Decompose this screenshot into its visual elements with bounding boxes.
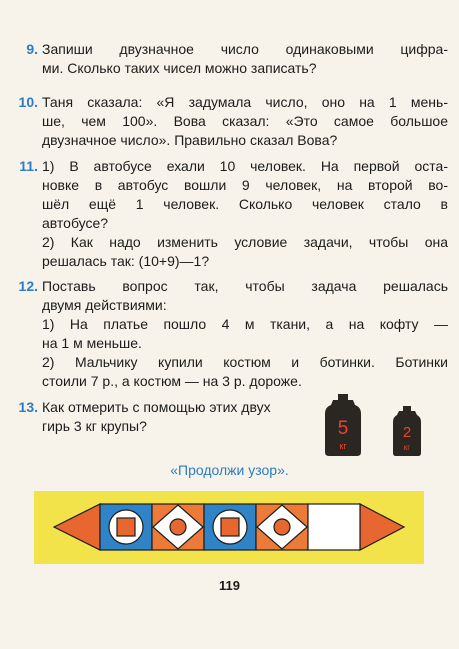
task-line: новке в автобус вошли 9 человек, на второй во- [42, 177, 448, 193]
pattern-strip [34, 491, 424, 564]
task-line: Поставь вопрос так, чтобы задача решалась [42, 278, 448, 294]
task-line: решалась так: (10+9)—1? [42, 253, 210, 269]
task-line: Таня сказала: «Я задумала число, оно на 1 мень- [42, 94, 448, 110]
task-text [42, 40, 448, 78]
task-line: ми. Сколько таких чисел можно записать? [42, 60, 317, 76]
task-line: двузначное число». Правильно сказал Вова? [42, 132, 338, 148]
task-line: на 1 м меньше. [42, 335, 142, 351]
pattern-cell-blue [100, 504, 152, 550]
task-number: 11. [19, 158, 38, 174]
pattern-cell-orange [152, 504, 204, 550]
task-line: 2) Как надо изменить условие задачи, чтобы она [42, 234, 448, 250]
task-number: 13. [18, 399, 38, 415]
task-line: 1) На платье пошло 4 м ткани, а на кофту — [42, 316, 448, 332]
weight-5kg [325, 394, 361, 456]
task-text [42, 277, 448, 391]
task-number: 10. [18, 94, 38, 110]
task-line: 1) В автобусе ехали 10 человек. На первой оста- [42, 158, 448, 174]
task-line: шёл ещё 1 человек. Сколько человек стало в [42, 196, 448, 212]
pattern-cell-empty [308, 504, 360, 550]
task-13 [8, 398, 308, 436]
task-text [42, 398, 308, 436]
task-text [42, 93, 448, 150]
pattern-cell-blue [204, 504, 256, 550]
task-line: гирь 3 кг крупы? [42, 418, 147, 434]
pattern-cell-orange [256, 504, 308, 550]
task-11 [8, 157, 448, 271]
weights-illustration [325, 394, 435, 458]
task-text [42, 157, 448, 271]
task-line: Запиши двузначное число одинаковыми цифра- [42, 41, 448, 57]
weight-value: 2 [402, 424, 412, 441]
task-number: 9. [26, 41, 38, 57]
task-line: ше, чем 100». Вова сказал: «Это самое большое [42, 113, 448, 129]
task-number: 12. [18, 278, 38, 294]
task-line: стоили 7 р., а костюм — на 3 р. дороже. [42, 373, 302, 389]
task-line: автобусе? [42, 215, 109, 231]
task-line: двумя действиями: [42, 297, 167, 313]
task-line: 2) Мальчику купили костюм и ботинки. Ботинки [42, 354, 448, 370]
task-9 [8, 40, 448, 78]
pattern-caption: «Продолжи узор». [170, 462, 289, 478]
weight-unit: кг [339, 441, 347, 451]
weight-unit: кг [403, 443, 411, 452]
task-12 [8, 277, 448, 391]
task-10 [8, 93, 448, 150]
weight-value: 5 [337, 418, 349, 439]
task-line: Как отмерить с помощью этих двух [42, 399, 271, 415]
page-number: 119 [219, 578, 240, 593]
weight-2kg [393, 406, 421, 456]
